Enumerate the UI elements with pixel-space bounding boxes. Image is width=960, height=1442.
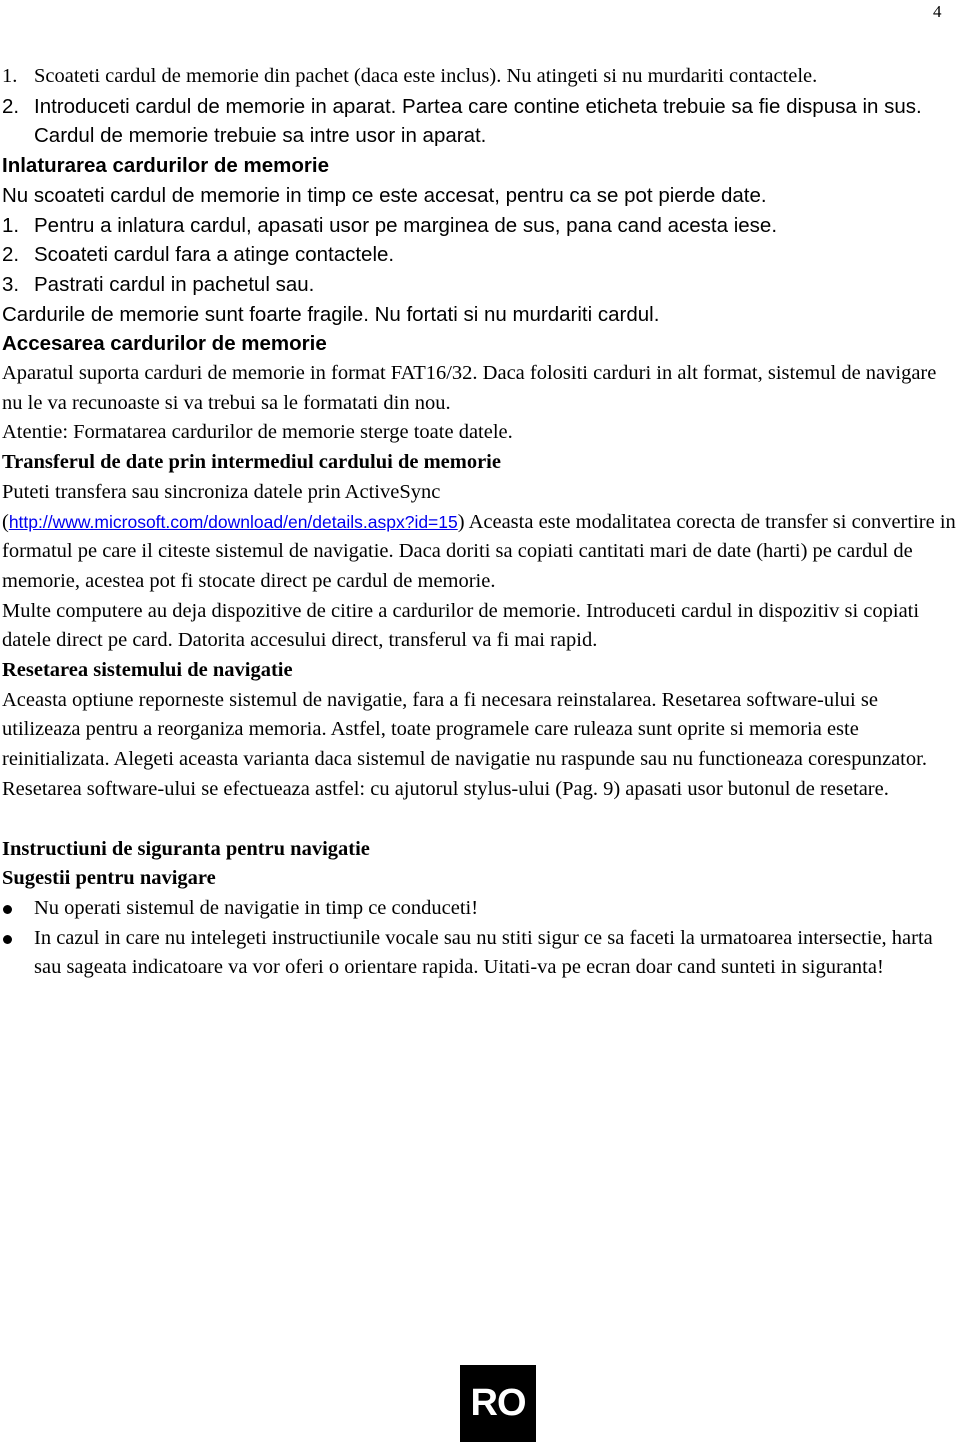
item-number: 2. [2, 94, 20, 118]
bullet-icon [2, 924, 34, 983]
paragraph: Aceasta optiune reporneste sistemul de navigatie, fara a fi necesara reinstalarea. Resetarea software-ului se utilizeaza pentru a reorganiza memoria. Astfel, toate programele care ruleaza sunt oprite si memoria este reinitializata. Alegeti aceasta varianta daca sistemul de navigatie nu raspunde sau nu functioneaza corespunzator. [2, 688, 927, 771]
list-item [2, 270, 960, 300]
item-text: Scoateti cardul fara a atinge contactele. [34, 243, 395, 267]
page-number: 4 [933, 2, 942, 21]
section-heading: Instructiuni de siguranta pentru navigatie [2, 837, 370, 860]
document-body [2, 62, 960, 983]
paragraph [2, 508, 960, 597]
item-text: Scoateti cardul de memorie din pachet (daca este inclus). Nu atingeti si nu murdariti contactele. [34, 65, 818, 87]
list-item [2, 240, 960, 270]
sub-heading: Sugestii pentru navigare [2, 867, 216, 890]
item-number: 1. [2, 65, 18, 87]
paragraph: Atentie: Formatarea cardurilor de memorie sterge toate datele. [2, 421, 513, 444]
paragraph: Puteti transfera sau sincroniza datele prin ActiveSync [2, 480, 441, 503]
paragraph: Nu scoateti cardul de memorie in timp ce este accesat, pentru ca se pot pierde date. [2, 183, 767, 207]
list-item [2, 211, 960, 241]
paragraph: Resetarea software-ului se efectueaza astfel: cu ajutorul stylus-ului (Pag. 9) apasati usor butonul de resetare. [2, 777, 889, 800]
paragraph: Multe computere au deja dispozitive de citire a cardurilor de memorie. Introduceti cardul in dispozitiv si copiati datele direct pe card. Datorita accesului direct, transferul va fi mai rapid. [2, 599, 920, 652]
item-number: 1. [2, 213, 20, 237]
bullet-text: Nu operati sistemul de navigatie in timp ce conduceti! [34, 896, 479, 919]
list-item [2, 92, 960, 151]
paragraph: Cardurile de memorie sunt foarte fragile. Nu fortati si nu murdariti cardul. [2, 302, 660, 326]
list-item [2, 62, 960, 92]
open-paren: ( [2, 510, 9, 533]
activesync-link[interactable]: http://www.microsoft.com/download/en/details.aspx?id=15 [8, 511, 458, 532]
spacer [2, 805, 960, 835]
item-text: Introduceti cardul de memorie in aparat. Partea care contine eticheta trebuie sa fie dispusa in sus. Cardul de memorie trebuie sa intre usor in aparat. [34, 94, 922, 148]
item-number: 2. [2, 243, 20, 267]
bullet-item [2, 924, 960, 983]
section-heading: Accesarea cardurilor de memorie [2, 332, 327, 356]
item-text: Pentru a inlatura cardul, apasati usor pe marginea de sus, pana cand acesta iese. [34, 213, 778, 237]
bullet-item [2, 894, 960, 924]
item-number: 3. [2, 272, 20, 296]
section-heading: Inlaturarea cardurilor de memorie [2, 154, 329, 178]
paragraph: Aparatul suporta carduri de memorie in format FAT16/32. Daca folositi carduri in alt format, sistemul de navigare nu le va recunoaste si va trebui sa le formatati din nou. [2, 362, 937, 414]
bullet-text: In cazul in care nu intelegeti instructiunile vocale sau nu stiti sigur ce sa faceti la urmatoarea intersectie, harta sau sageata indicatoare va vor oferi o orientare rapida. Uitati-va pe ecran doar cand sunteti in siguranta! [34, 926, 933, 979]
section-heading: Transferul de date prin intermediul cardului de memorie [2, 451, 501, 474]
section-heading: Resetarea sistemului de navigatie [2, 659, 293, 682]
bullet-icon [2, 894, 34, 924]
item-text: Pastrati cardul in pachetul sau. [34, 272, 315, 296]
paragraph-continuation: ) Aceasta este modalitatea corecta de transfer si convertire in formatul pe care il citeste sistemul de navigatie. Daca doriti sa copiati cantitati mari de date (harti) pe cardul de memorie, acestea pot fi stocate direct pe cardul de memorie. [2, 510, 956, 592]
language-badge: RO [460, 1365, 536, 1442]
